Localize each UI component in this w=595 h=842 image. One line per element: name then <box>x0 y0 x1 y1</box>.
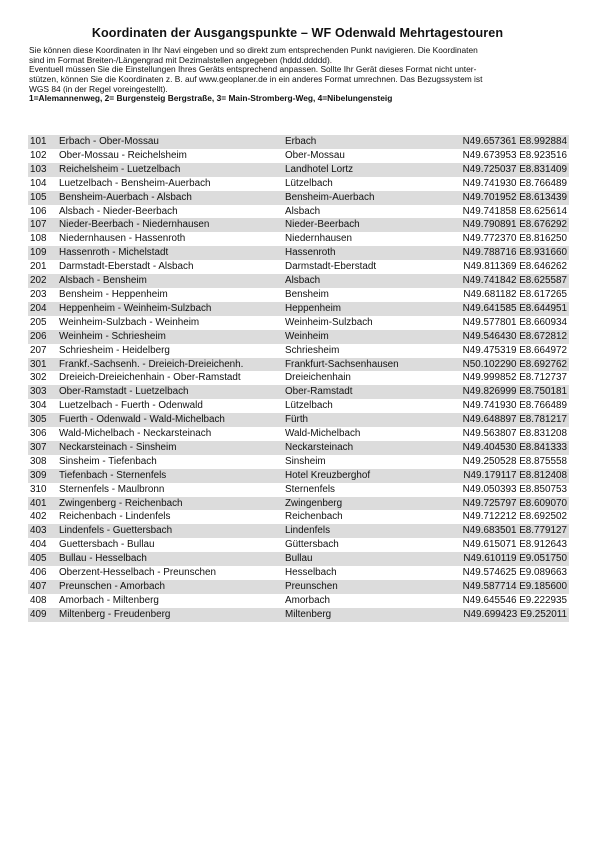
start-point-cell: Weinheim <box>283 330 444 344</box>
table-row <box>28 344 569 358</box>
route-cell: Alsbach - Bensheim <box>57 274 283 288</box>
start-point-cell: Ober-Ramstadt <box>283 385 444 399</box>
coordinates-cell: N49.179117 E8.812408 <box>444 469 569 483</box>
start-point-cell: Schriesheim <box>285 344 340 356</box>
coordinates-cell: N49.712212 E8.692502 <box>462 511 567 523</box>
table-row <box>28 594 569 608</box>
route-cell: Dreieich-Dreieichenhain - Ober-Ramstadt <box>59 372 241 384</box>
coordinates-cell: N49.641585 E8.644951 <box>444 302 569 316</box>
coordinates-cell: N49.673953 E8.923516 <box>462 149 567 161</box>
stage-number-cell: 310 <box>30 483 47 495</box>
stage-number-cell: 409 <box>28 608 57 622</box>
table-row <box>28 330 569 344</box>
coordinates-cell: N49.657361 E8.992884 <box>444 135 569 149</box>
stage-number-cell: 102 <box>30 149 47 161</box>
start-point-cell: Zwingenberg <box>283 497 444 511</box>
start-point-cell: Reichenbach <box>285 511 343 523</box>
route-cell: Alsbach - Nieder-Beerbach <box>59 205 178 217</box>
table-row <box>28 497 569 511</box>
route-cell: Sinsheim - Tiefenbach <box>59 455 157 467</box>
stage-number-cell: 202 <box>28 274 57 288</box>
coordinates-cell: N49.826999 E8.750181 <box>444 385 569 399</box>
route-cell: Reichenbach - Lindenfels <box>59 511 171 523</box>
route-cell: Nieder-Beerbach - Niedernhausen <box>57 218 283 232</box>
intro-line: WGS 84 (in der Regel voreingestellt). <box>29 83 168 94</box>
start-point-cell: Fürth <box>283 413 444 427</box>
stage-number-cell: 205 <box>30 316 47 328</box>
start-point-cell: Darmstadt-Eberstadt <box>285 261 377 273</box>
table-row <box>28 427 569 441</box>
route-cell: Miltenberg - Freudenberg <box>57 608 283 622</box>
table-row <box>28 566 569 580</box>
intro-line: sind im Format Breiten-/Längengrad mit Dezimalstellen angegeben (hddd.ddddd). <box>29 54 333 65</box>
route-cell: Fuerth - Odenwald - Wald-Michelbach <box>57 413 283 427</box>
start-point-cell: Alsbach <box>283 274 444 288</box>
start-point-cell: Bensheim-Auerbach <box>283 191 444 205</box>
stage-number-cell: 407 <box>28 580 57 594</box>
start-point-cell: Bullau <box>283 552 444 566</box>
table-row <box>28 302 569 316</box>
coordinates-cell: N49.610119 E9.051750 <box>444 552 569 566</box>
stage-number-cell: 207 <box>30 344 47 356</box>
stage-number-cell: 405 <box>28 552 57 566</box>
coordinates-cell: N49.683501 E8.779127 <box>444 524 569 538</box>
table-row <box>28 524 569 538</box>
stage-number-cell: 103 <box>28 163 57 177</box>
start-point-cell: Heppenheim <box>283 302 444 316</box>
coordinates-cell: N49.699423 E9.252011 <box>444 608 569 622</box>
document-title: Koordinaten der Ausgangspunkte – WF Odenwald Mehrtagestouren <box>91 26 504 40</box>
route-cell: Lindenfels - Guettersbach <box>57 524 283 538</box>
start-point-cell: Alsbach <box>285 205 321 217</box>
coordinates-cell: N49.645546 E9.222935 <box>462 594 567 606</box>
coordinates-cell: N49.811369 E8.646262 <box>463 261 567 273</box>
route-cell: Sternenfels - Maulbronn <box>59 483 165 495</box>
stage-number-cell: 101 <box>28 135 57 149</box>
coordinates-cell: N49.546430 E8.672812 <box>444 330 569 344</box>
stage-number-cell: 307 <box>28 441 57 455</box>
route-cell: Bensheim - Heppenheim <box>59 288 168 300</box>
stage-number-cell: 108 <box>30 233 47 245</box>
table-row <box>28 510 569 524</box>
start-point-cell: Dreieichenhain <box>285 372 351 384</box>
table-row <box>28 580 569 594</box>
route-cell: Hassenroth - Michelstadt <box>57 246 283 260</box>
stage-number-cell: 204 <box>28 302 57 316</box>
route-cell: Heppenheim - Weinheim-Sulzbach <box>57 302 283 316</box>
start-point-cell: Amorbach <box>285 594 331 606</box>
coordinates-cell: N49.725037 E8.831409 <box>444 163 569 177</box>
start-point-cell: Neckarsteinach <box>283 441 444 455</box>
start-point-cell: Ober-Mossau <box>285 149 345 161</box>
coordinates-cell: N49.725797 E8.609070 <box>444 497 569 511</box>
table-row <box>28 177 569 191</box>
table-row <box>28 483 569 497</box>
stage-number-cell: 109 <box>28 246 57 260</box>
coordinates-cell: N49.050393 E8.850753 <box>462 483 567 495</box>
start-point-cell: Preunschen <box>283 580 444 594</box>
stage-number-cell: 302 <box>30 372 47 384</box>
stage-number-cell: 106 <box>30 205 47 217</box>
stage-number-cell: 406 <box>30 567 47 579</box>
start-point-cell: Hassenroth <box>283 246 444 260</box>
stage-number-cell: 303 <box>28 385 57 399</box>
route-cell: Ober-Ramstadt - Luetzelbach <box>57 385 283 399</box>
table-row <box>28 205 569 219</box>
table-row <box>28 358 569 372</box>
stage-number-cell: 201 <box>30 261 47 273</box>
stage-number-cell: 107 <box>28 218 57 232</box>
coordinates-cell: N49.681182 E8.617265 <box>463 288 567 300</box>
coordinates-cell: N49.577801 E8.660934 <box>462 316 567 328</box>
coordinates-cell: N49.741858 E8.625614 <box>462 205 567 217</box>
coordinates-cell: N49.250528 E8.875558 <box>462 455 567 467</box>
table-row <box>28 260 569 274</box>
start-point-cell: Nieder-Beerbach <box>283 218 444 232</box>
table-row <box>28 246 569 260</box>
table-row <box>28 218 569 232</box>
route-cell: Bullau - Hesselbach <box>57 552 283 566</box>
route-cell: Darmstadt-Eberstadt - Alsbach <box>59 261 194 273</box>
start-point-cell: Miltenberg <box>283 608 444 622</box>
coordinates-cell: N49.772370 E8.816250 <box>462 233 567 245</box>
coordinates-cell: N49.741930 E8.766489 <box>462 400 567 412</box>
intro-line: Sie können diese Koordinaten in Ihr Navi eingeben und so direkt zum entsprechenden Punkt navigieren. Die Koordinaten <box>29 45 478 55</box>
stage-number-cell: 104 <box>30 177 47 189</box>
stage-number-cell: 408 <box>30 594 47 606</box>
route-cell: Reichelsheim - Luetzelbach <box>57 163 283 177</box>
route-cell: Schriesheim - Heidelberg <box>59 344 170 356</box>
coordinates-cell: N49.701952 E8.613439 <box>444 191 569 205</box>
route-cell: Bensheim-Auerbach - Alsbach <box>57 191 283 205</box>
route-cell: Weinheim - Schriesheim <box>57 330 283 344</box>
start-point-cell: Lützelbach <box>285 177 333 189</box>
coordinates-cell: N49.563807 E8.831208 <box>462 428 567 440</box>
start-point-cell: Hesselbach <box>285 567 337 579</box>
stage-number-cell: 308 <box>30 455 47 467</box>
route-legend: 1=Alemannenweg, 2= Burgensteig Bergstraße, 3= Main-Stromberg-Weg, 4=Nibelungensteig <box>29 93 393 104</box>
stage-number-cell: 203 <box>30 288 47 300</box>
route-cell: Oberzent-Hesselbach - Preunschen <box>59 567 216 579</box>
table-row <box>28 552 569 566</box>
coordinates-cell: N49.741842 E8.625587 <box>444 274 569 288</box>
stage-number-cell: 206 <box>28 330 57 344</box>
stage-number-cell: 403 <box>28 524 57 538</box>
route-cell: Neckarsteinach - Sinsheim <box>57 441 283 455</box>
table-row <box>28 316 569 330</box>
start-point-cell: Sinsheim <box>285 455 326 467</box>
table-row <box>28 274 569 288</box>
table-row <box>28 371 569 385</box>
route-cell: Amorbach - Miltenberg <box>59 594 159 606</box>
route-cell: Weinheim-Sulzbach - Weinheim <box>59 316 200 328</box>
coordinates-cell: N49.404530 E8.841333 <box>444 441 569 455</box>
route-cell: Erbach - Ober-Mossau <box>57 135 283 149</box>
start-point-cell: Güttersbach <box>285 539 339 551</box>
coordinates-table <box>28 135 569 622</box>
start-point-cell: Landhotel Lortz <box>283 163 444 177</box>
table-row <box>28 149 569 163</box>
route-cell: Frankf.-Sachsenh. - Dreieich-Dreieichenh. <box>57 358 283 372</box>
stage-number-cell: 306 <box>30 428 47 440</box>
table-row <box>28 413 569 427</box>
coordinates-cell: N49.587714 E9.185600 <box>444 580 569 594</box>
route-cell: Ober-Mossau - Reichelsheim <box>59 149 187 161</box>
stage-number-cell: 401 <box>28 497 57 511</box>
stage-number-cell: 304 <box>30 400 47 412</box>
coordinates-cell: N49.615071 E8.912643 <box>462 539 567 551</box>
route-cell: Niedernhausen - Hassenroth <box>59 233 186 245</box>
route-cell: Preunschen - Amorbach <box>57 580 283 594</box>
table-row <box>28 441 569 455</box>
stage-number-cell: 309 <box>28 469 57 483</box>
coordinates-cell: N49.788716 E8.931660 <box>444 246 569 260</box>
route-cell: Zwingenberg - Reichenbach <box>57 497 283 511</box>
stage-number-cell: 402 <box>30 511 47 523</box>
stage-number-cell: 105 <box>28 191 57 205</box>
start-point-cell: Erbach <box>283 135 444 149</box>
start-point-cell: Lindenfels <box>283 524 444 538</box>
start-point-cell: Niedernhausen <box>285 233 352 245</box>
table-row <box>28 163 569 177</box>
coordinates-cell: N49.741930 E8.766489 <box>462 177 567 189</box>
coordinates-cell: N49.648897 E8.781217 <box>444 413 569 427</box>
coordinates-cell: N49.790891 E8.676292 <box>444 218 569 232</box>
table-row <box>28 385 569 399</box>
route-cell: Tiefenbach - Sternenfels <box>57 469 283 483</box>
start-point-cell: Wald-Michelbach <box>285 428 361 440</box>
route-cell: Luetzelbach - Fuerth - Odenwald <box>59 400 203 412</box>
route-cell: Guettersbach - Bullau <box>59 539 155 551</box>
table-row <box>28 135 569 149</box>
start-point-cell: Hotel Kreuzberghof <box>283 469 444 483</box>
table-row <box>28 538 569 552</box>
table-row <box>28 191 569 205</box>
table-row <box>28 469 569 483</box>
coordinates-cell: N49.999852 E8.712737 <box>462 372 567 384</box>
table-row <box>28 455 569 469</box>
coordinates-cell: N49.574625 E9.089663 <box>462 567 567 579</box>
table-row <box>28 288 569 302</box>
coordinates-cell: N49.475319 E8.664972 <box>462 344 567 356</box>
start-point-cell: Lützelbach <box>285 400 333 412</box>
table-row <box>28 232 569 246</box>
coordinates-cell: N50.102290 E8.692762 <box>444 358 569 372</box>
route-cell: Luetzelbach - Bensheim-Auerbach <box>59 177 211 189</box>
start-point-cell: Weinheim-Sulzbach <box>285 316 373 328</box>
start-point-cell: Sternenfels <box>285 483 335 495</box>
intro-text <box>29 46 569 104</box>
start-point-cell: Frankfurt-Sachsenhausen <box>283 358 444 372</box>
intro-line: stützen, können Sie die Koordinaten z. B. auf www.geoplaner.de in ein anderes Format umrechnen. Das Bezugssystem ist <box>29 74 483 85</box>
table-row <box>28 399 569 413</box>
stage-number-cell: 305 <box>28 413 57 427</box>
start-point-cell: Bensheim <box>285 288 329 300</box>
stage-number-cell: 301 <box>28 358 57 372</box>
intro-line: Eventuell müssen Sie die Einstellungen Ihres Geräts entsprechend anpassen. Sollte Ihr Gerät dieses Format nicht unter- <box>29 64 477 75</box>
table-row <box>28 608 569 622</box>
route-cell: Wald-Michelbach - Neckarsteinach <box>59 428 212 440</box>
stage-number-cell: 404 <box>30 539 47 551</box>
